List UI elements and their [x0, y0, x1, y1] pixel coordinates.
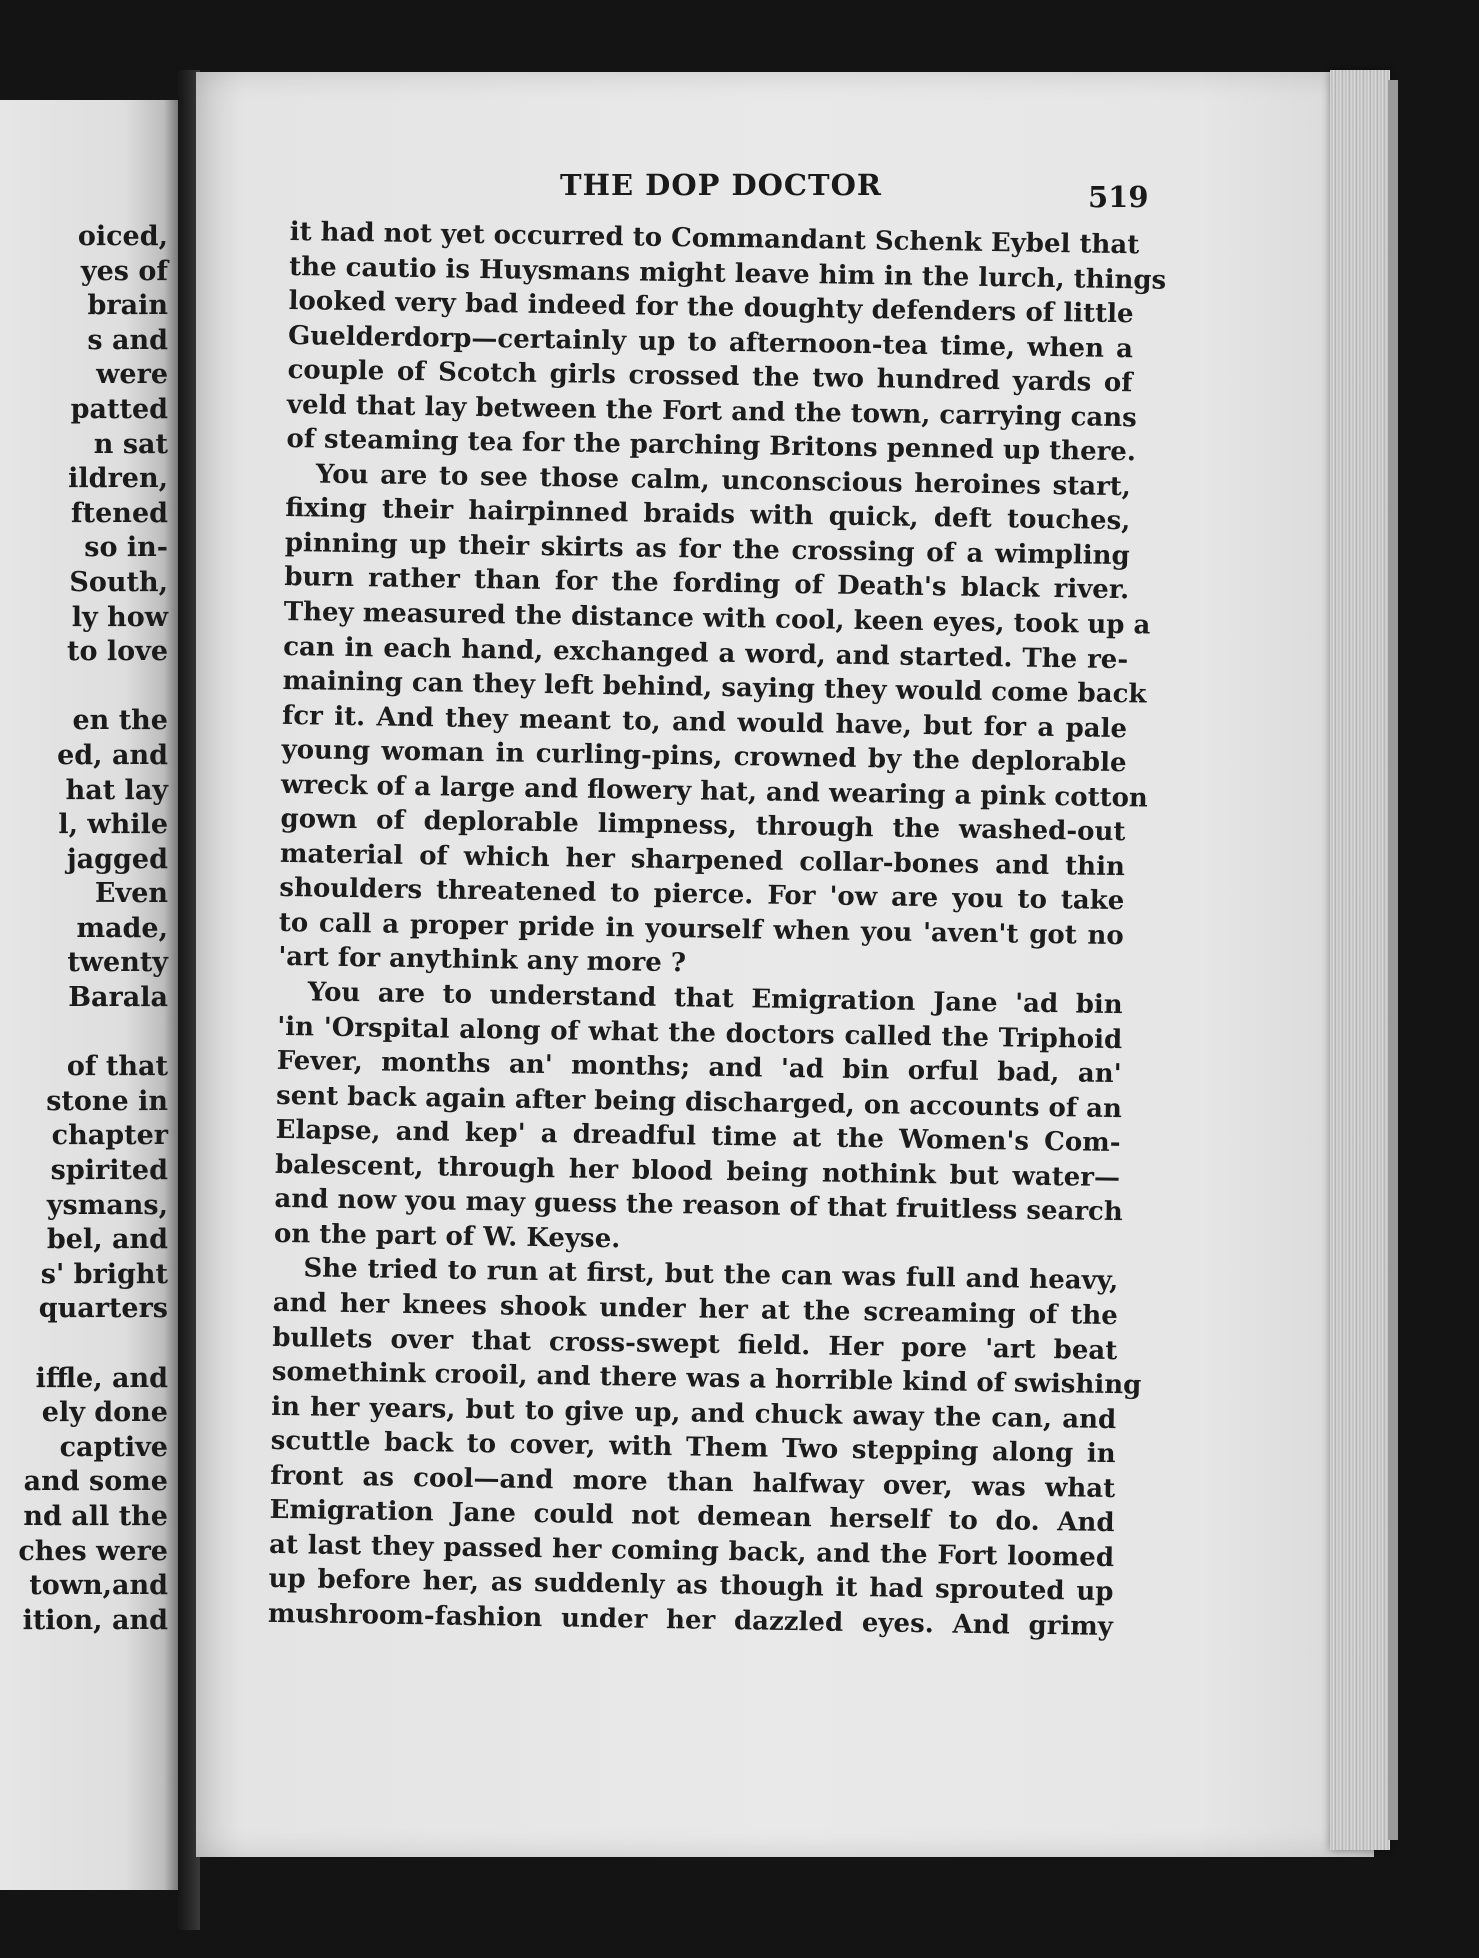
text-line: bullets over that cross-swept field. Her pore 'art beat [272, 1322, 1118, 1366]
text-line: at last they passed her coming back, and the Fort loomed [268, 1529, 1115, 1573]
text-line: looked very bad indeed for the doughty defenders of little [288, 286, 1134, 330]
left-page-line: yes of [80, 255, 168, 287]
left-page-line: town,and [29, 1570, 168, 1602]
text-line: You are to understand that Emigration Jane 'ad bin [307, 977, 1123, 1021]
text-line: on the part of W. Keyse. [273, 1218, 621, 1255]
left-page-line: ely done [41, 1397, 168, 1429]
text-line: scuttle back to cover, with Them Two stepping along in [270, 1425, 1116, 1470]
left-page-line: brain [87, 290, 168, 322]
left-page-line: Even [94, 878, 168, 910]
text-line: pinning up their skirts as for the crossing of a wimpling [284, 527, 1130, 572]
left-page-line: and some [23, 1466, 168, 1498]
left-page-line: spirited [50, 1155, 168, 1187]
page-edge-shadow [1388, 80, 1398, 1840]
left-page-line: ches were [18, 1535, 168, 1567]
text-line: Elapse, and kep' a dreadful time at the Women's Com- [275, 1115, 1121, 1159]
page-number: 519 [1088, 180, 1149, 214]
text-line: and now you may guess the reason of that fruitless search [274, 1184, 1124, 1228]
left-page-line: so in- [84, 532, 168, 564]
text-line: in her years, but to give up, and chuck away the can, and [271, 1391, 1117, 1435]
left-page-line: bel, and [46, 1224, 168, 1256]
text-line: sent back again after being discharged, on accounts of an [275, 1080, 1123, 1124]
left-page-line: quarters [38, 1293, 168, 1325]
left-page-line: ed, and [57, 739, 168, 771]
left-page-text-fragments [18, 220, 168, 1638]
text-line: maining can they left behind, saying they would come back [282, 666, 1147, 710]
text-line: of steaming tea for the parching Britons penned up there. [286, 424, 1137, 468]
text-line: material of which her sharpened collar-bones and thin [279, 838, 1126, 883]
left-page-line: s' bright [40, 1258, 168, 1290]
left-page-line: hat lay [65, 774, 168, 806]
text-line: wreck of a large and flowery hat, and wearing a pink cotton [280, 769, 1149, 814]
left-page-line: South, [69, 566, 168, 598]
left-page-line: patted [70, 393, 168, 425]
text-line: and her knees shook under her at the screaming of the [272, 1287, 1119, 1332]
left-page-line: ysmans, [46, 1189, 168, 1221]
left-page-line: ftened [71, 497, 168, 529]
text-line: burn rather than for the fording of Death's black river. [284, 562, 1130, 606]
left-page-line: ly how [71, 601, 168, 633]
left-page-line: chapter [51, 1120, 168, 1152]
left-page-line: ition, and [22, 1604, 168, 1636]
text-line: shoulders threatened to pierce. For 'ow are you to take [279, 873, 1125, 917]
left-page-line [18, 1327, 168, 1362]
left-page-line: to love [66, 636, 168, 668]
left-page-line: were [96, 359, 168, 391]
text-line: gown of deplorable limpness, through the washed-out [280, 804, 1126, 848]
text-line: Emigration Jane could not demean herself to do. And [269, 1495, 1115, 1539]
text-line: to call a proper pride in yourself when you 'aven't got no [278, 907, 1125, 952]
text-line: Guelderdorp—certainly up to afternoon-tea time, when a [287, 320, 1134, 364]
body-text [267, 215, 1167, 1645]
left-page-line: captive [59, 1431, 168, 1463]
page-edge-stack [1330, 70, 1390, 1850]
text-line: up before her, as suddenly as though it had sprouted up [268, 1564, 1114, 1608]
text-line: veld that lay between the Fort and the town, carrying cans [286, 389, 1138, 434]
running-title: THE DOP DOCTOR [560, 168, 882, 202]
left-page-line: made, [76, 912, 168, 944]
left-page-line: n sat [93, 428, 168, 460]
left-page-line: l, while [58, 809, 168, 841]
text-line: 'in 'Orspital along of what the doctors called the Triphoid [277, 1011, 1123, 1055]
left-page-line: oiced, [77, 221, 168, 252]
text-line: the cautio is Huysmans might leave him in the lurch, things [288, 251, 1167, 296]
left-page-line: twenty [67, 947, 168, 979]
text-line: fixing their hairpinned braids with quick, deft touches, [285, 493, 1131, 537]
text-line: mushroom-fashion under her dazzled eyes. And grimy [267, 1598, 1114, 1642]
text-line: You are to see those calm, unconscious heroines start, [315, 459, 1132, 503]
text-line: young woman in curling-pins, crowned by the deplorable [281, 735, 1127, 779]
left-page-line: Barala [68, 982, 168, 1014]
text-line: can in each hand, exchanged a word, and started. The re- [282, 631, 1129, 675]
text-line: front as cool—and more than halfway over, was what [269, 1460, 1116, 1504]
left-page-line: stone in [46, 1085, 168, 1117]
left-page-line: s and [87, 324, 168, 356]
left-page-line: en the [72, 705, 168, 737]
text-line: fcr it. And they meant to, and would have, but for a pale [281, 700, 1128, 744]
left-page-line: jagged [66, 843, 168, 875]
text-line: balescent, through her blood being nothink but water— [274, 1149, 1121, 1193]
text-line: Fever, months an' months; and 'ad bin orful bad, an' [276, 1046, 1122, 1090]
left-page-line [18, 1016, 168, 1051]
text-line: 'art for anythink any more ? [278, 942, 687, 979]
left-page-line: nd all the [23, 1500, 168, 1532]
left-page-line [18, 670, 168, 705]
text-line: She tried to run at first, but the can was full and heavy, [303, 1253, 1119, 1297]
left-facing-page [0, 100, 178, 1890]
text-line: it had not yet occurred to Commandant Schenk Eybel that [289, 216, 1140, 261]
text-line: They measured the distance with cool, keen eyes, took up a [283, 596, 1151, 641]
left-page-line: ildren, [68, 463, 168, 495]
left-page-line: iffle, and [35, 1362, 168, 1394]
text-line: couple of Scotch girls crossed the two hundred yards of [287, 355, 1133, 399]
text-line: somethink crooil, and there was a horrible kind of swishing [271, 1356, 1142, 1401]
left-page-line: of that [66, 1051, 168, 1083]
